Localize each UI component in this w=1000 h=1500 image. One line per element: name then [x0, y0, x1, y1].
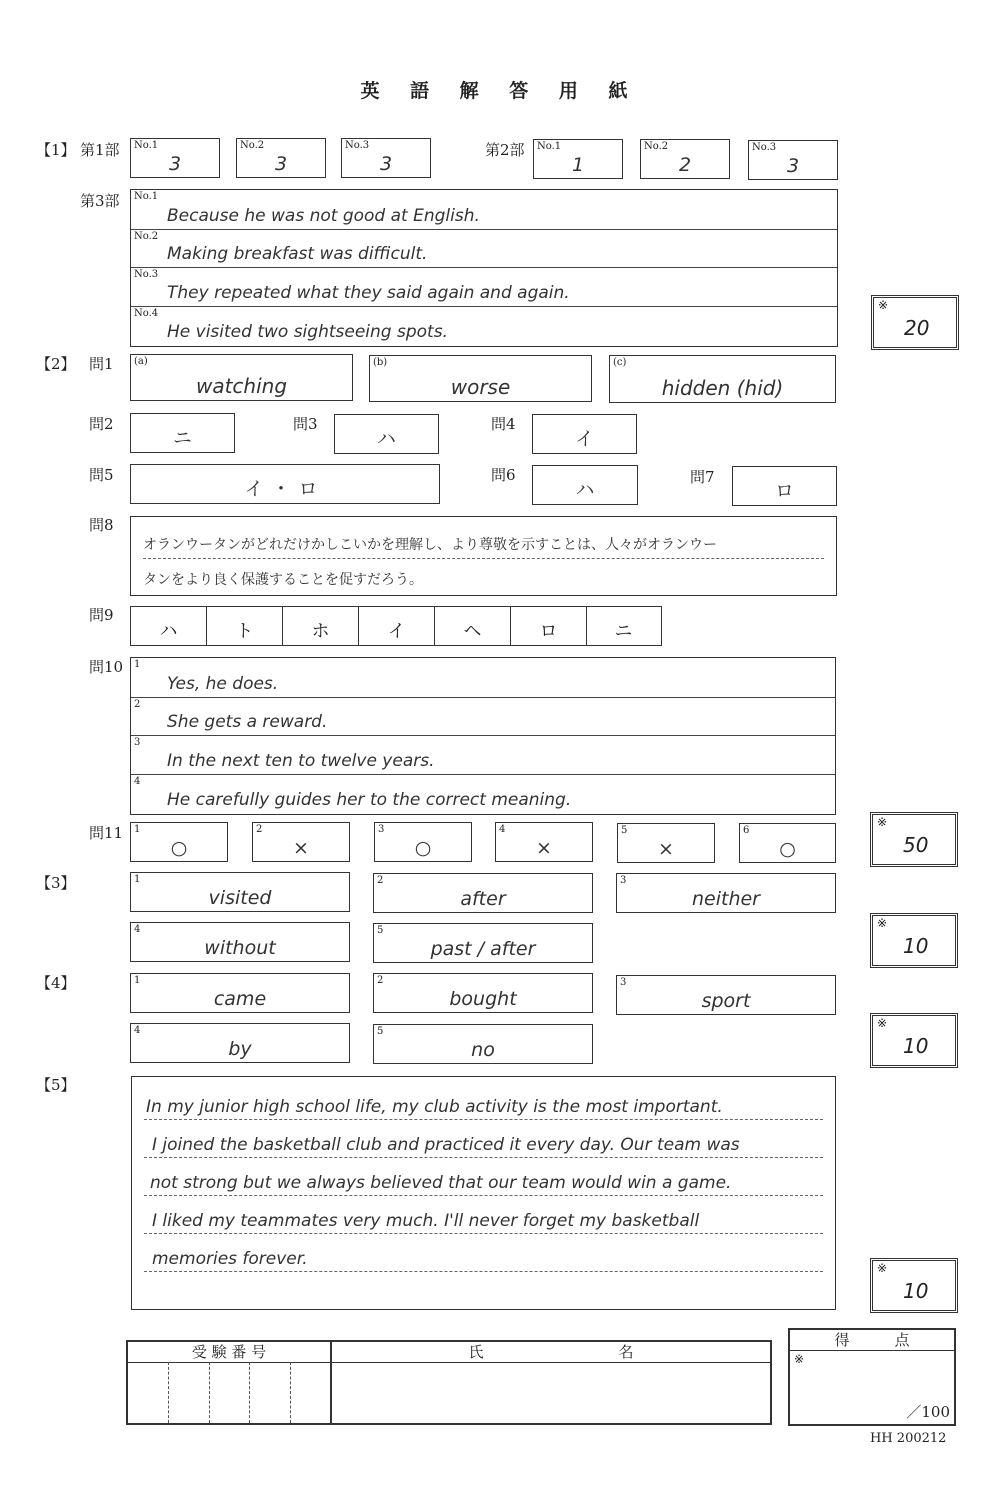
answer: ニ: [172, 427, 192, 449]
item-number: No.4: [134, 308, 159, 319]
q3-label: 問3: [293, 415, 318, 433]
part2-answer-box-1[interactable]: [533, 139, 623, 179]
exam-number-label: 受 験 番 号: [128, 1342, 330, 1363]
answer: 3: [379, 153, 393, 175]
q5-answer-box[interactable]: [130, 464, 440, 504]
section-1-score: 20: [904, 316, 930, 340]
q11-answer-box-1[interactable]: [130, 822, 228, 862]
item-number: 3: [378, 824, 385, 835]
item-number: 4: [134, 924, 141, 935]
part3-row-1[interactable]: [131, 190, 837, 230]
answer: ロ: [774, 480, 794, 502]
section-4-score: 10: [903, 1034, 929, 1058]
digit-divider: [209, 1362, 210, 1423]
item-number: 5: [377, 1026, 384, 1037]
q10-answer-box[interactable]: [130, 657, 836, 815]
item-number: (c): [613, 357, 627, 368]
item-number: 5: [621, 825, 628, 836]
answer: 3: [274, 153, 288, 175]
section-5-score-box[interactable]: [870, 1258, 958, 1313]
q10-label: 問10: [89, 658, 124, 676]
answer: ○: [779, 838, 796, 860]
s3-answer-box-5[interactable]: [373, 923, 593, 963]
answer: 3: [168, 153, 182, 175]
q11-answer-box-4[interactable]: [495, 822, 593, 862]
exam-number-area[interactable]: [128, 1342, 332, 1423]
section-5-label: 【5】: [36, 1076, 76, 1094]
answer: ×: [658, 838, 674, 860]
item-number: 4: [499, 824, 506, 835]
writing-guide-line: [144, 1157, 823, 1158]
q9-cell-3[interactable]: ホ: [283, 607, 359, 645]
sheet-title: 英 語 解 答 用 紙: [360, 80, 640, 102]
item-number: 2: [377, 875, 384, 886]
item-number: 3: [620, 875, 627, 886]
score-mark: ※: [878, 298, 889, 312]
s3-answer-box-1[interactable]: [130, 872, 350, 912]
s4-answer-box-3[interactable]: [616, 975, 836, 1015]
item-number: 3: [134, 737, 141, 748]
q10-row-3[interactable]: [131, 736, 835, 775]
part3-answer-box[interactable]: [130, 189, 838, 347]
answer: ハ: [575, 479, 595, 501]
section-2-score: 50: [903, 833, 929, 857]
q9-cell-7[interactable]: ニ: [614, 621, 633, 642]
answer: Because he was not good at English.: [167, 206, 480, 226]
q6-label: 問6: [491, 466, 516, 484]
answer: by: [228, 1038, 252, 1060]
s3-answer-box-4[interactable]: [130, 922, 350, 962]
part1-answer-box-2[interactable]: [236, 138, 326, 178]
answer: past / after: [430, 938, 536, 960]
answer: after: [460, 888, 506, 910]
q11-answer-box-2[interactable]: [252, 822, 350, 862]
item-number: 1: [134, 975, 141, 986]
q9-answer-box[interactable]: [130, 606, 662, 646]
q5-label: 問5: [89, 466, 114, 484]
section-2-score-box[interactable]: [870, 812, 958, 867]
section-4-score-box[interactable]: [870, 1013, 958, 1068]
item-number: No.1: [134, 191, 159, 202]
item-number: 3: [620, 977, 627, 988]
digit-divider: [290, 1362, 291, 1423]
part3-row-3[interactable]: [131, 268, 837, 307]
s3-answer-box-2[interactable]: [373, 873, 593, 913]
s4-answer-box-4[interactable]: [130, 1023, 350, 1063]
answer: ×: [536, 837, 552, 859]
q11-answer-box-5[interactable]: [617, 823, 715, 863]
exam-info-table: [126, 1340, 772, 1425]
q11-answer-box-3[interactable]: [374, 822, 472, 862]
writing-guide-line: [144, 1233, 823, 1234]
item-number: 6: [743, 825, 750, 836]
item-number: No.3: [134, 269, 159, 280]
section-3-score: 10: [903, 934, 929, 958]
q4-answer-box[interactable]: [532, 414, 637, 454]
answer: sport: [701, 990, 751, 1012]
q9-cell-6[interactable]: ロ: [511, 607, 587, 645]
answer: Yes, he does.: [167, 674, 279, 694]
answer: 3: [786, 155, 800, 177]
answer: ○: [414, 837, 432, 859]
part3-row-2[interactable]: [131, 230, 837, 268]
score-mark: ※: [794, 1352, 805, 1366]
answer: visited: [208, 887, 272, 909]
part1-answer-box-1[interactable]: [130, 138, 220, 178]
q10-row-2[interactable]: [131, 698, 835, 736]
q10-row-4[interactable]: [131, 775, 835, 813]
answer: She gets a reward.: [167, 712, 328, 732]
form-code: HH 200212: [870, 1431, 947, 1446]
item-number: 4: [134, 1025, 141, 1036]
answer: no: [471, 1039, 495, 1061]
essay-line-1: In my junior high school life, my club activity is the most important.: [146, 1097, 723, 1117]
q8-guide-line: [143, 558, 824, 559]
answer: イ: [574, 428, 594, 450]
part3-label: 第3部: [80, 192, 120, 210]
answer: worse: [450, 375, 511, 399]
part2-answer-box-2[interactable]: [640, 139, 730, 179]
part3-row-4[interactable]: [131, 307, 837, 345]
answer: He visited two sightseeing spots.: [167, 322, 448, 342]
answer: Making breakfast was difficult.: [167, 244, 428, 264]
answer: without: [204, 937, 276, 959]
s4-answer-box-2[interactable]: [373, 973, 593, 1013]
q3-answer-box[interactable]: [334, 414, 439, 454]
part2-label: 第2部: [485, 141, 525, 159]
part1-answer-box-3[interactable]: [341, 138, 431, 178]
answer: They repeated what they said again and again.: [167, 283, 570, 303]
section-5-score: 10: [903, 1279, 929, 1303]
answer: ハ: [376, 428, 396, 450]
name-area[interactable]: [332, 1342, 770, 1423]
section-2-label: 【2】: [36, 355, 76, 373]
item-number: 1: [134, 874, 141, 885]
item-number: 5: [377, 925, 384, 936]
q9-cell-2[interactable]: ト: [207, 607, 283, 645]
q8-answer-box[interactable]: [130, 516, 837, 596]
section-4-label: 【4】: [36, 974, 76, 992]
q10-row-1[interactable]: [131, 658, 835, 698]
part2-answer-box-3[interactable]: [748, 140, 838, 180]
q9-cell-5[interactable]: ヘ: [435, 607, 511, 645]
item-number: No.1: [537, 141, 562, 152]
item-number: (b): [373, 357, 388, 368]
item-number: 2: [256, 824, 263, 835]
q9-cell-1[interactable]: ハ: [131, 607, 207, 645]
item-number: 1: [134, 659, 141, 670]
q6-answer-box[interactable]: [532, 465, 638, 505]
part1-label: 第1部: [80, 141, 120, 159]
s3-answer-box-3[interactable]: [616, 873, 836, 913]
essay-line-5: memories forever.: [152, 1249, 308, 1269]
score-mark: ※: [877, 1016, 888, 1030]
answer: イ・ロ: [244, 478, 326, 500]
answer: ○: [170, 837, 188, 859]
answer: neither: [691, 888, 760, 910]
q4-label: 問4: [491, 415, 516, 433]
section-1-label: 【1】: [36, 141, 76, 159]
q2-answer-box[interactable]: [130, 413, 235, 453]
q9-cell-4[interactable]: イ: [359, 607, 435, 645]
item-number: 1: [134, 824, 141, 835]
answer: 1: [571, 154, 585, 176]
item-number: 2: [377, 975, 384, 986]
answer: bought: [449, 988, 517, 1010]
q1-answer-a[interactable]: [130, 354, 353, 401]
total-score-label: 得 点: [790, 1330, 954, 1351]
item-number: (a): [134, 356, 148, 367]
total-out-of: ／100: [906, 1403, 950, 1421]
q9-label: 問9: [89, 606, 114, 624]
section-1-score-box[interactable]: [871, 295, 959, 350]
answer: In the next ten to twelve years.: [167, 751, 435, 771]
digit-divider: [168, 1362, 169, 1423]
name-label: 氏 名: [332, 1342, 770, 1363]
q2-label: 問2: [89, 415, 114, 433]
q8-line-2: タンをより良く保護することを促すだろう。: [143, 572, 423, 588]
q7-answer-box[interactable]: [732, 466, 837, 506]
score-mark: ※: [877, 815, 888, 829]
essay-line-2: I joined the basketball club and practiced it every day. Our team was: [152, 1135, 740, 1155]
answer: hidden (hid): [661, 376, 784, 400]
s5-answer-box[interactable]: [131, 1076, 836, 1310]
item-number: No.3: [752, 142, 777, 153]
answer: watching: [195, 374, 288, 398]
q11-answer-box-6[interactable]: [739, 823, 836, 863]
q1-answer-b[interactable]: [369, 355, 592, 402]
q7-label: 問7: [690, 468, 715, 486]
score-mark: ※: [877, 916, 888, 930]
answer: 2: [678, 154, 692, 176]
item-number: 2: [134, 699, 141, 710]
q11-label: 問11: [89, 824, 124, 842]
score-mark: ※: [877, 1261, 888, 1275]
writing-guide-line: [144, 1271, 823, 1272]
total-score-box[interactable]: [788, 1328, 956, 1426]
q8-line-1: オランウータンがどれだけかしこいかを理解し、より尊敬を示すことは、人々がオランウー: [143, 537, 717, 553]
q8-label: 問8: [89, 516, 114, 534]
essay-line-4: I liked my teammates very much. I'll never forget my basketball: [152, 1211, 700, 1231]
answer: ×: [293, 837, 309, 859]
s4-answer-box-1[interactable]: [130, 973, 350, 1013]
item-number: No.3: [345, 140, 370, 151]
item-number: No.2: [240, 140, 265, 151]
s4-answer-box-5[interactable]: [373, 1024, 593, 1064]
q1-answer-c[interactable]: [609, 355, 836, 403]
item-number: No.2: [644, 141, 669, 152]
answer: He carefully guides her to the correct meaning.: [167, 790, 572, 810]
item-number: 4: [134, 776, 141, 787]
section-3-label: 【3】: [36, 874, 76, 892]
writing-guide-line: [144, 1195, 823, 1196]
writing-guide-line: [144, 1119, 823, 1120]
section-3-score-box[interactable]: [870, 913, 958, 968]
digit-divider: [249, 1362, 250, 1423]
q1-label: 問1: [89, 355, 114, 373]
item-number: No.2: [134, 231, 159, 242]
answer: came: [213, 988, 267, 1010]
item-number: No.1: [134, 140, 159, 151]
essay-line-3: not strong but we always believed that our team would win a game.: [150, 1173, 732, 1193]
